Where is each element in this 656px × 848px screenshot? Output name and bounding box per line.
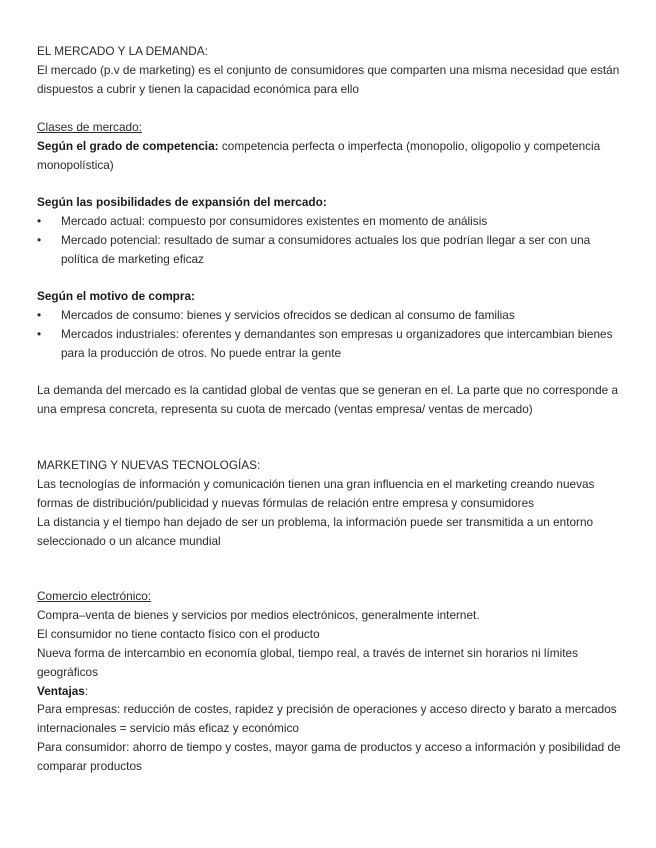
competencia-paragraph [37, 137, 627, 175]
list-item: • Mercado actual: compuesto por consumidores existentes en momento de análisis [37, 212, 627, 231]
comercio-line-3: Nueva forma de intercambio en economía global, tiempo real, a través de internet sin horarios ni límites geográficos [37, 645, 578, 679]
section-title-mercado: EL MERCADO Y LA DEMANDA: [37, 44, 208, 58]
tecnologias-text-2: La distancia y el tiempo han dejado de ser un problema, la información puede ser transmitida a un entorno seleccionado o un alcance mundial [37, 514, 594, 548]
section-mercado [37, 42, 627, 99]
motivo-label: Según el motivo de compra: [37, 289, 195, 303]
section-motivo [37, 287, 627, 363]
ventajas-label: Ventajas [37, 683, 85, 698]
competencia-label: Según el grado de competencia: [37, 138, 219, 153]
ventajas-empresas: Para empresas: reducción de costes, rapidez y precisión de operaciones y acceso directo y barato a mercados internacionales = servicio más eficaz y económico [37, 702, 617, 736]
ventajas-consumidor: Para consumidor: ahorro de tiempo y costes, mayor gama de productos y acceso a información y posibilidad de comparar productos [37, 740, 621, 774]
section-comercio [37, 587, 627, 776]
section-clases [37, 118, 627, 175]
clases-heading: Clases de mercado: [37, 120, 142, 134]
list-item: • Mercados de consumo: bienes y servicios ofrecidos se dedican al consumo de familias [37, 306, 627, 325]
demanda-text: La demanda del mercado es la cantidad global de ventas que se generan en el. La parte que no corresponde a una empresa concreta, representa su cuota de mercado (ventas empresa/ ventas de mercado) [37, 383, 619, 416]
tecnologias-text-1: Las tecnologías de información y comunicación tienen una gran influencia en el marketing creando nuevas formas de distribución/publicidad y nuevas fórmulas de relación entre empresa y consumidores [37, 476, 595, 510]
comercio-heading: Comercio electrónico: [37, 589, 152, 603]
expansion-label: Según las posibilidades de expansión del mercado: [37, 195, 327, 209]
ventajas-colon: : [84, 683, 89, 698]
mercado-definition: El mercado (p.v de marketing) es el conjunto de consumidores que comparten una misma necesidad que están dispuestos a cubrir y tienen la capacidad económica para ello [37, 62, 620, 96]
competencia-text: competencia perfecta o imperfecta (monopolio, oligopolio y competencia monopolística) [37, 138, 601, 172]
list-item: • Mercados industriales: oferentes y demandantes son empresas u organizadores que intercambian bienes para la producción de otros. No puede entrar la gente [37, 325, 627, 363]
ventajas-heading [37, 682, 627, 701]
demanda-paragraph [37, 381, 627, 419]
section-tecnologias [37, 456, 627, 551]
comercio-line-1: Compra–venta de bienes y servicios por medios electrónicos, generalmente internet. [37, 607, 480, 622]
section-title-tecnologias: MARKETING Y NUEVAS TECNOLOGÍAS: [37, 458, 261, 472]
comercio-line-2: El consumidor no tiene contacto físico con el producto [37, 626, 320, 641]
motivo-list [37, 306, 627, 363]
list-item: • Mercado potencial: resultado de sumar a consumidores actuales los que podrían llegar a ser con una política de marketing eficaz [37, 231, 627, 269]
expansion-list [37, 212, 627, 269]
section-expansion [37, 193, 627, 269]
